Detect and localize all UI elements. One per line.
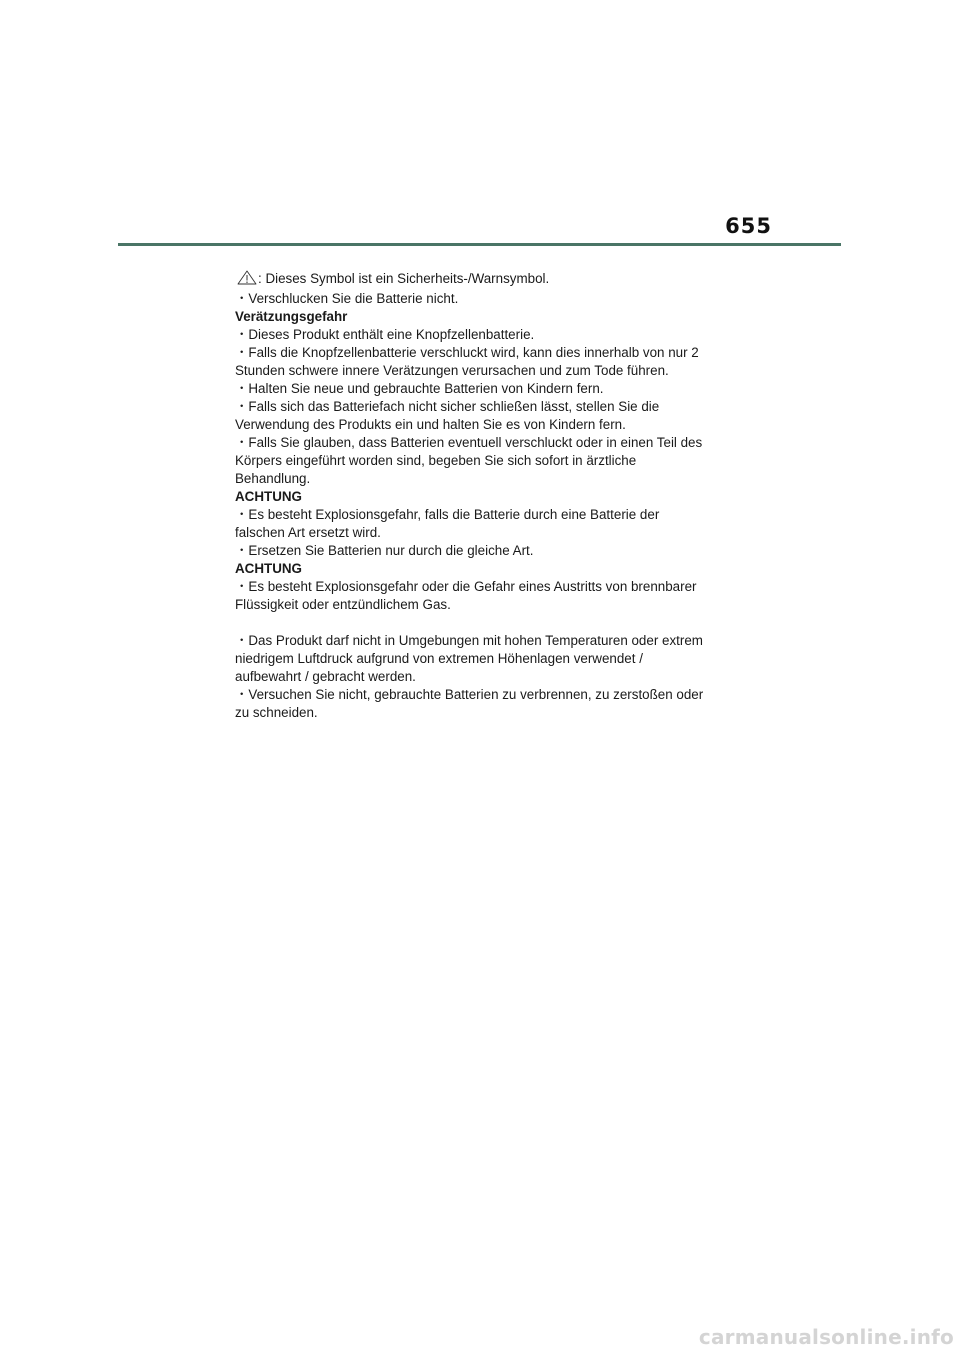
- watermark: carmanualsonline.info: [698, 1325, 954, 1349]
- text-line: aufbewahrt / gebracht werden.: [235, 669, 416, 684]
- text-line: Verwendung des Produkts ein und halten Sie es von Kindern fern.: [235, 417, 626, 432]
- symbol-legend-line: [235, 270, 725, 290]
- header-rule: [118, 243, 841, 246]
- text-line: ・Falls Sie glauben, dass Batterien eventuell verschluckt oder in einen Teil des: [235, 435, 703, 450]
- text-line: [235, 614, 725, 632]
- text-line: zu schneiden.: [235, 705, 318, 720]
- text-line: ・Versuchen Sie nicht, gebrauchte Batterien zu verbrennen, zu zerstoßen oder: [235, 687, 704, 702]
- text-lines: [235, 290, 725, 722]
- section-heading: ACHTUNG: [235, 489, 302, 504]
- text-line: Stunden schwere innere Verätzungen verursachen und zum Tode führen.: [235, 363, 669, 378]
- warning-triangle-icon: [237, 270, 257, 290]
- section-heading: ACHTUNG: [235, 561, 302, 576]
- document-body: [235, 270, 725, 722]
- text-line: ・Dieses Produkt enthält eine Knopfzellenbatterie.: [235, 327, 535, 342]
- page-number: 655: [725, 214, 772, 238]
- text-line: ・Ersetzen Sie Batterien nur durch die gleiche Art.: [235, 543, 534, 558]
- text-line: Körpers eingeführt worden sind, begeben Sie sich sofort in ärztliche: [235, 453, 637, 468]
- text-line: niedrigem Luftdruck aufgrund von extremen Höhenlagen verwendet /: [235, 651, 643, 666]
- text-line: falschen Art ersetzt wird.: [235, 525, 381, 540]
- text-line: ・Das Produkt darf nicht in Umgebungen mit hohen Temperaturen oder extrem: [235, 633, 703, 648]
- text-line: Behandlung.: [235, 471, 311, 486]
- text-line: ・Es besteht Explosionsgefahr oder die Gefahr eines Austritts von brennbarer: [235, 579, 697, 594]
- text-line: ・Es besteht Explosionsgefahr, falls die Batterie durch eine Batterie der: [235, 507, 660, 522]
- symbol-legend-text: : Dieses Symbol ist ein Sicherheits-/Warnsymbol.: [258, 271, 550, 286]
- text-line: ・Falls sich das Batteriefach nicht sicher schließen lässt, stellen Sie die: [235, 399, 660, 414]
- text-line: ・Verschlucken Sie die Batterie nicht.: [235, 291, 459, 306]
- text-line: Flüssigkeit oder entzündlichem Gas.: [235, 597, 451, 612]
- section-heading: Verätzungsgefahr: [235, 309, 348, 324]
- text-line: ・Falls die Knopfzellenbatterie verschluckt wird, kann dies innerhalb von nur 2: [235, 345, 699, 360]
- text-line: ・Halten Sie neue und gebrauchte Batterien von Kindern fern.: [235, 381, 604, 396]
